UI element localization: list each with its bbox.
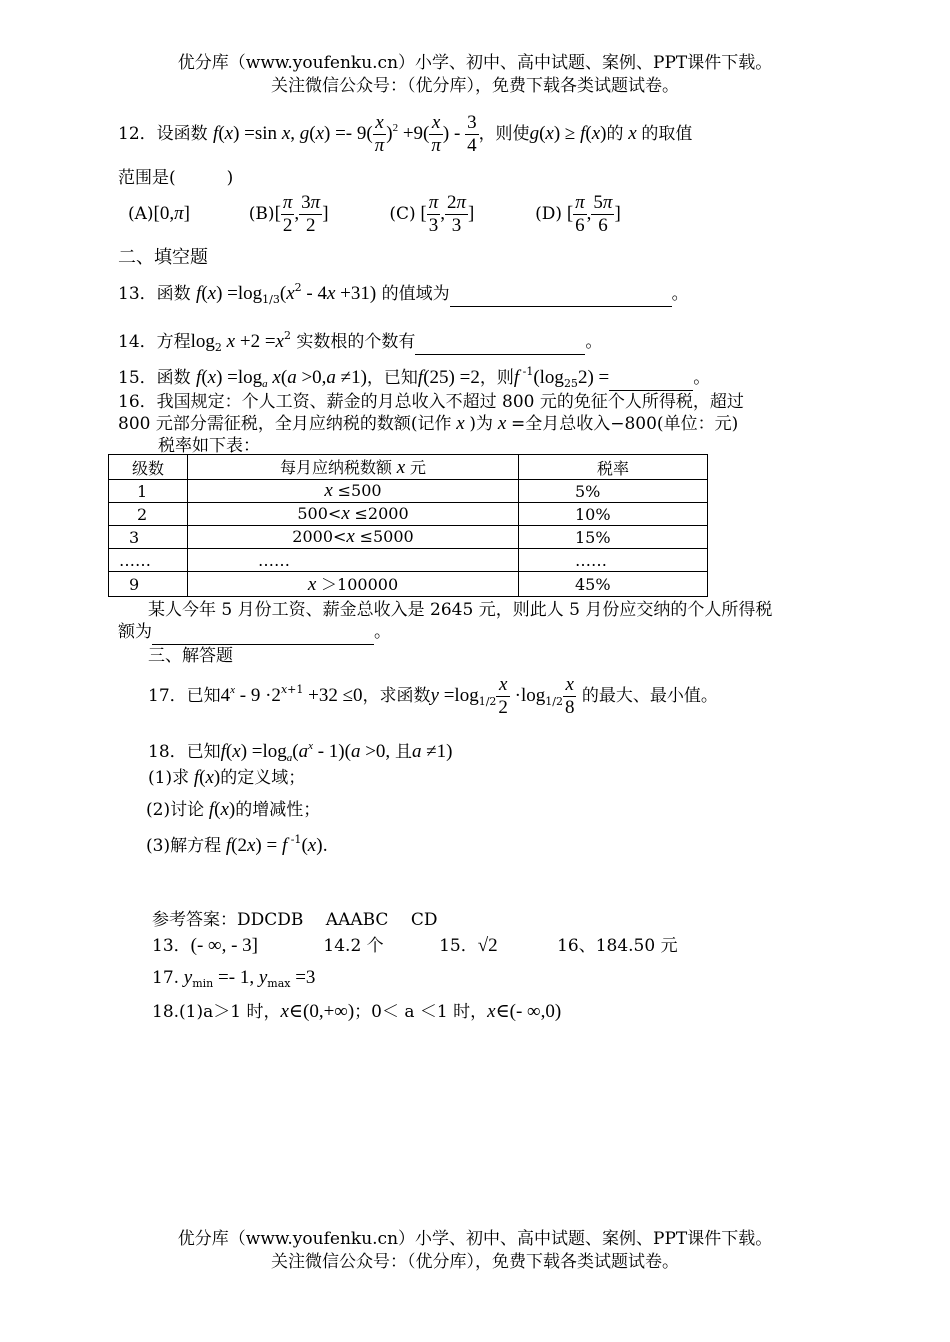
- option-a: (A)[0,π]: [128, 203, 190, 224]
- question-17: 17．已知$4^x - 9 \cdot 2^{x+1} +32 \le 0$，求函数$y =\log_{1/2}$ $\frac{x}{2}$ $\cdot\log_{1/2}$ $\frac{x}{8}$ 的最大、最小值。: [148, 674, 718, 718]
- question-13: 13．函数 $f(x) =\log_{1/3}(x^2 - 4x +31)$ 的值域为 。: [118, 281, 689, 306]
- question-18: 18．已知$f(x) =\log_a(a^x - 1)(a >0$, 且a ≠1): [148, 740, 453, 764]
- table-row: 3 2000<x ≤5000 15%: [109, 526, 708, 549]
- question-16-line1: 16．我国规定：个人工资、薪金的月总收入不超过 800 元的免征个人所得税，超过: [118, 392, 744, 412]
- option-b: (B)[ $\frac{\pi}{2}$ , $\frac{3\pi}{2}$ ]: [248, 192, 329, 236]
- question-12: 12．设函数 f(x) =sin x, g(x) =- 9( $\frac{x}{\pi}$ )$^2$ +9( $\frac{x}{\pi}$ ) - $\frac{3}{4}$ ，则使g(x) ≥ f(x)的 x 的取值: [118, 112, 693, 156]
- section-2-heading: 二、填空题: [118, 247, 208, 268]
- question-15: 15．函数 $f(x) =\log_a$ x(a >0,a ≠1)，已知f(25) =2，则f $^{-1}(\log_{25}2)$ = 。: [118, 365, 711, 390]
- table-row: 9 x ＞100000 45%: [109, 572, 708, 597]
- option-d: (D) [ $\frac{\pi}{6}$ , $\frac{5\pi}{6}$ ]: [535, 192, 621, 236]
- table-row: 2 500<x ≤2000 10%: [109, 503, 708, 526]
- question-14: 14．方程$\log_2 x +2 =x^2$ 实数根的个数有 。: [118, 329, 603, 354]
- question-18-part-2: (2)讨论 f(x)的增减性；: [146, 799, 321, 820]
- question-18-part-1: (1)求 f(x)的定义域；: [148, 767, 306, 788]
- question-12-options: [128, 192, 621, 237]
- table-row: …… …… ……: [109, 549, 708, 572]
- option-c: (C) [ $\frac{\pi}{3}$ , $\frac{2\pi}{3}$ ]: [389, 192, 475, 236]
- answers-line-13-16: 13．(- ∞, - 3] 14.2 个 15．√2 16、184.50 元: [152, 935, 678, 956]
- tax-rate-table: [108, 454, 708, 597]
- answers-line-18: 18.(1)a＞1 时，x∈(0,+∞)；0＜ a ＜1 时，x∈(- ∞,0): [152, 1001, 562, 1022]
- question-16-after-2: 额为 。: [118, 620, 391, 645]
- question-16-line2: 800 元部分需征税，全月应纳税的数额(记作 x )为 x =全月总收入−800(单位：元): [118, 413, 739, 434]
- header-line-1: 优分库（www.youfenku.cn）小学、初中、高中试题、案例、PPT课件下载。: [177, 53, 773, 73]
- question-16-line3: 税率如下表：: [158, 436, 260, 456]
- section-3-heading: 三、解答题: [148, 646, 233, 666]
- table-header-row: 级数 每月应纳税数额 x 元 税率: [109, 455, 708, 480]
- table-row: 1 x ≤500 5%: [109, 480, 708, 503]
- question-12-line2: 范围是( ): [118, 168, 234, 188]
- answers-title: 参考答案：DDCDB AAABC CD: [152, 910, 438, 930]
- header-line-2: 关注微信公众号：（优分库），免费下载各类试题试卷。: [271, 76, 679, 96]
- question-16-after-1: 某人今年 5 月份工资、薪金总收入是 2645 元，则此人 5 月份应交纳的个人所得税: [148, 600, 773, 620]
- footer-line-2: 关注微信公众号：（优分库），免费下载各类试题试卷。: [271, 1252, 679, 1272]
- answers-line-17: 17. $y_{min} =- 1$, $y_{max} =3$: [152, 967, 316, 990]
- question-18-part-3: (3)解方程 f(2x) = f $^{-1}$(x).: [146, 833, 328, 856]
- footer-line-1: 优分库（www.youfenku.cn）小学、初中、高中试题、案例、PPT课件下载。: [177, 1229, 773, 1249]
